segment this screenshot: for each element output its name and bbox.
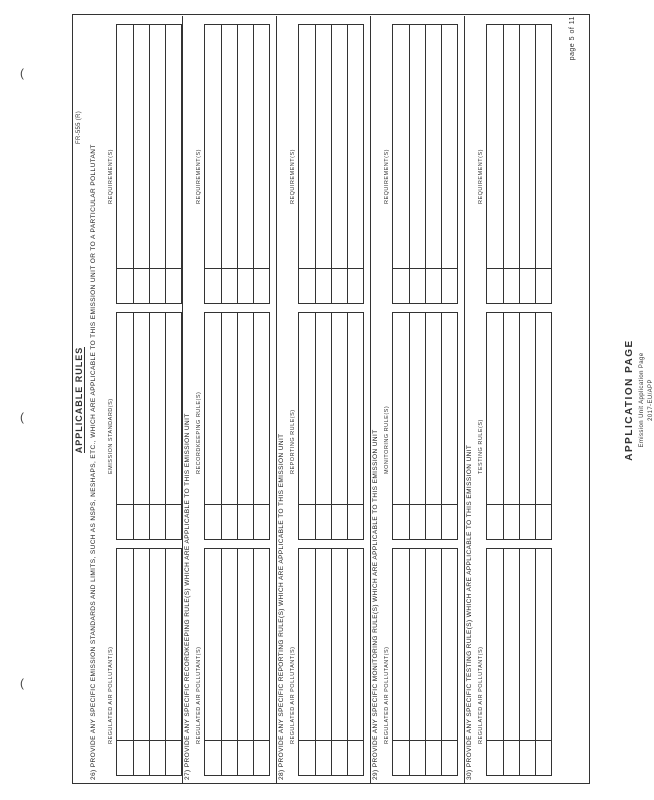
applicable-rules-title: APPLICABLE RULES [74, 346, 84, 454]
col-label-requirement: REQUIREMENT(S) [384, 149, 390, 204]
answer-grid-pollutant[interactable] [486, 548, 552, 776]
footer-title: APPLICATION PAGE [624, 339, 635, 461]
col-label-reporting: REPORTING RULE(S) [290, 409, 296, 474]
answer-grid-pollutant[interactable] [298, 548, 364, 776]
section-29 [370, 16, 465, 784]
col-label-requirement: REQUIREMENT(S) [196, 149, 202, 204]
answer-grid-testing[interactable] [486, 312, 552, 540]
answer-grid-pollutant[interactable] [392, 548, 458, 776]
col-label-standard: EMISSION STANDARD(S) [108, 398, 114, 474]
section-question: 30) PROVIDE ANY SPECIFIC TESTING RULE(S) WHICH ARE APPLICABLE TO THIS EMISSION UNIT [466, 444, 473, 780]
col-label-pollutant: REGULATED AIR POLLUTANT(S) [108, 646, 114, 744]
col-label-requirement: REQUIREMENT(S) [290, 149, 296, 204]
footer-form-id: 2017-EU/APP [648, 379, 654, 421]
section-26 [88, 16, 183, 784]
answer-grid-requirement[interactable] [204, 24, 270, 304]
page-number: page 5 of 11 [569, 16, 576, 61]
answer-grid-standard[interactable] [116, 312, 182, 540]
col-label-pollutant: REGULATED AIR POLLUTANT(S) [290, 646, 296, 744]
col-label-monitoring: MONITORING RULE(S) [384, 405, 390, 474]
punch-hole-mark-top: ( [20, 66, 24, 80]
col-label-testing: TESTING RULE(S) [478, 419, 484, 474]
answer-grid-requirement[interactable] [298, 24, 364, 304]
section-question: 29) PROVIDE ANY SPECIFIC MONITORING RULE(S) WHICH ARE APPLICABLE TO THIS EMISSION UNIT [372, 429, 379, 780]
punch-hole-mark-middle: ( [20, 410, 24, 424]
answer-grid-reporting[interactable] [298, 312, 364, 540]
section-question: 27) PROVIDE ANY SPECIFIC RECORDKEEPING RULE(S) WHICH ARE APPLICABLE TO THIS EMISSION UNIT [184, 413, 191, 780]
col-label-pollutant: REGULATED AIR POLLUTANT(S) [196, 646, 202, 744]
section-question: 28) PROVIDE ANY SPECIFIC REPORTING RULE(S) WHICH ARE APPLICABLE TO THIS EMISSION UNIT [278, 433, 285, 780]
rotated-form-page [72, 14, 654, 784]
col-label-requirement: REQUIREMENT(S) [108, 149, 114, 204]
answer-grid-recordkeeping[interactable] [204, 312, 270, 540]
punch-hole-mark-bottom: ( [20, 676, 24, 690]
answer-grid-pollutant[interactable] [116, 548, 182, 776]
answer-grid-requirement[interactable] [116, 24, 182, 304]
col-label-pollutant: REGULATED AIR POLLUTANT(S) [478, 646, 484, 744]
section-27 [182, 16, 277, 784]
section-28 [276, 16, 371, 784]
form-code: FR-555 (R) [76, 110, 82, 144]
col-label-requirement: REQUIREMENT(S) [478, 149, 484, 204]
answer-grid-pollutant[interactable] [204, 548, 270, 776]
answer-grid-monitoring[interactable] [392, 312, 458, 540]
col-label-pollutant: REGULATED AIR POLLUTANT(S) [384, 646, 390, 744]
section-30 [464, 16, 558, 784]
answer-grid-requirement[interactable] [486, 24, 552, 304]
col-label-recordkeeping: RECORDKEEPING RULE(S) [196, 391, 202, 474]
footer-subtitle: Emission Unit Application Page [639, 352, 645, 448]
answer-grid-requirement[interactable] [392, 24, 458, 304]
section-question: 26) PROVIDE ANY SPECIFIC EMISSION STANDARDS AND LIMITS, SUCH AS NSPS, NESHAPS, ETC., WHICH ARE APPLICABLE TO THIS EMISSION UNIT OR TO A PARTICULAR POLLUTANT [90, 144, 97, 780]
